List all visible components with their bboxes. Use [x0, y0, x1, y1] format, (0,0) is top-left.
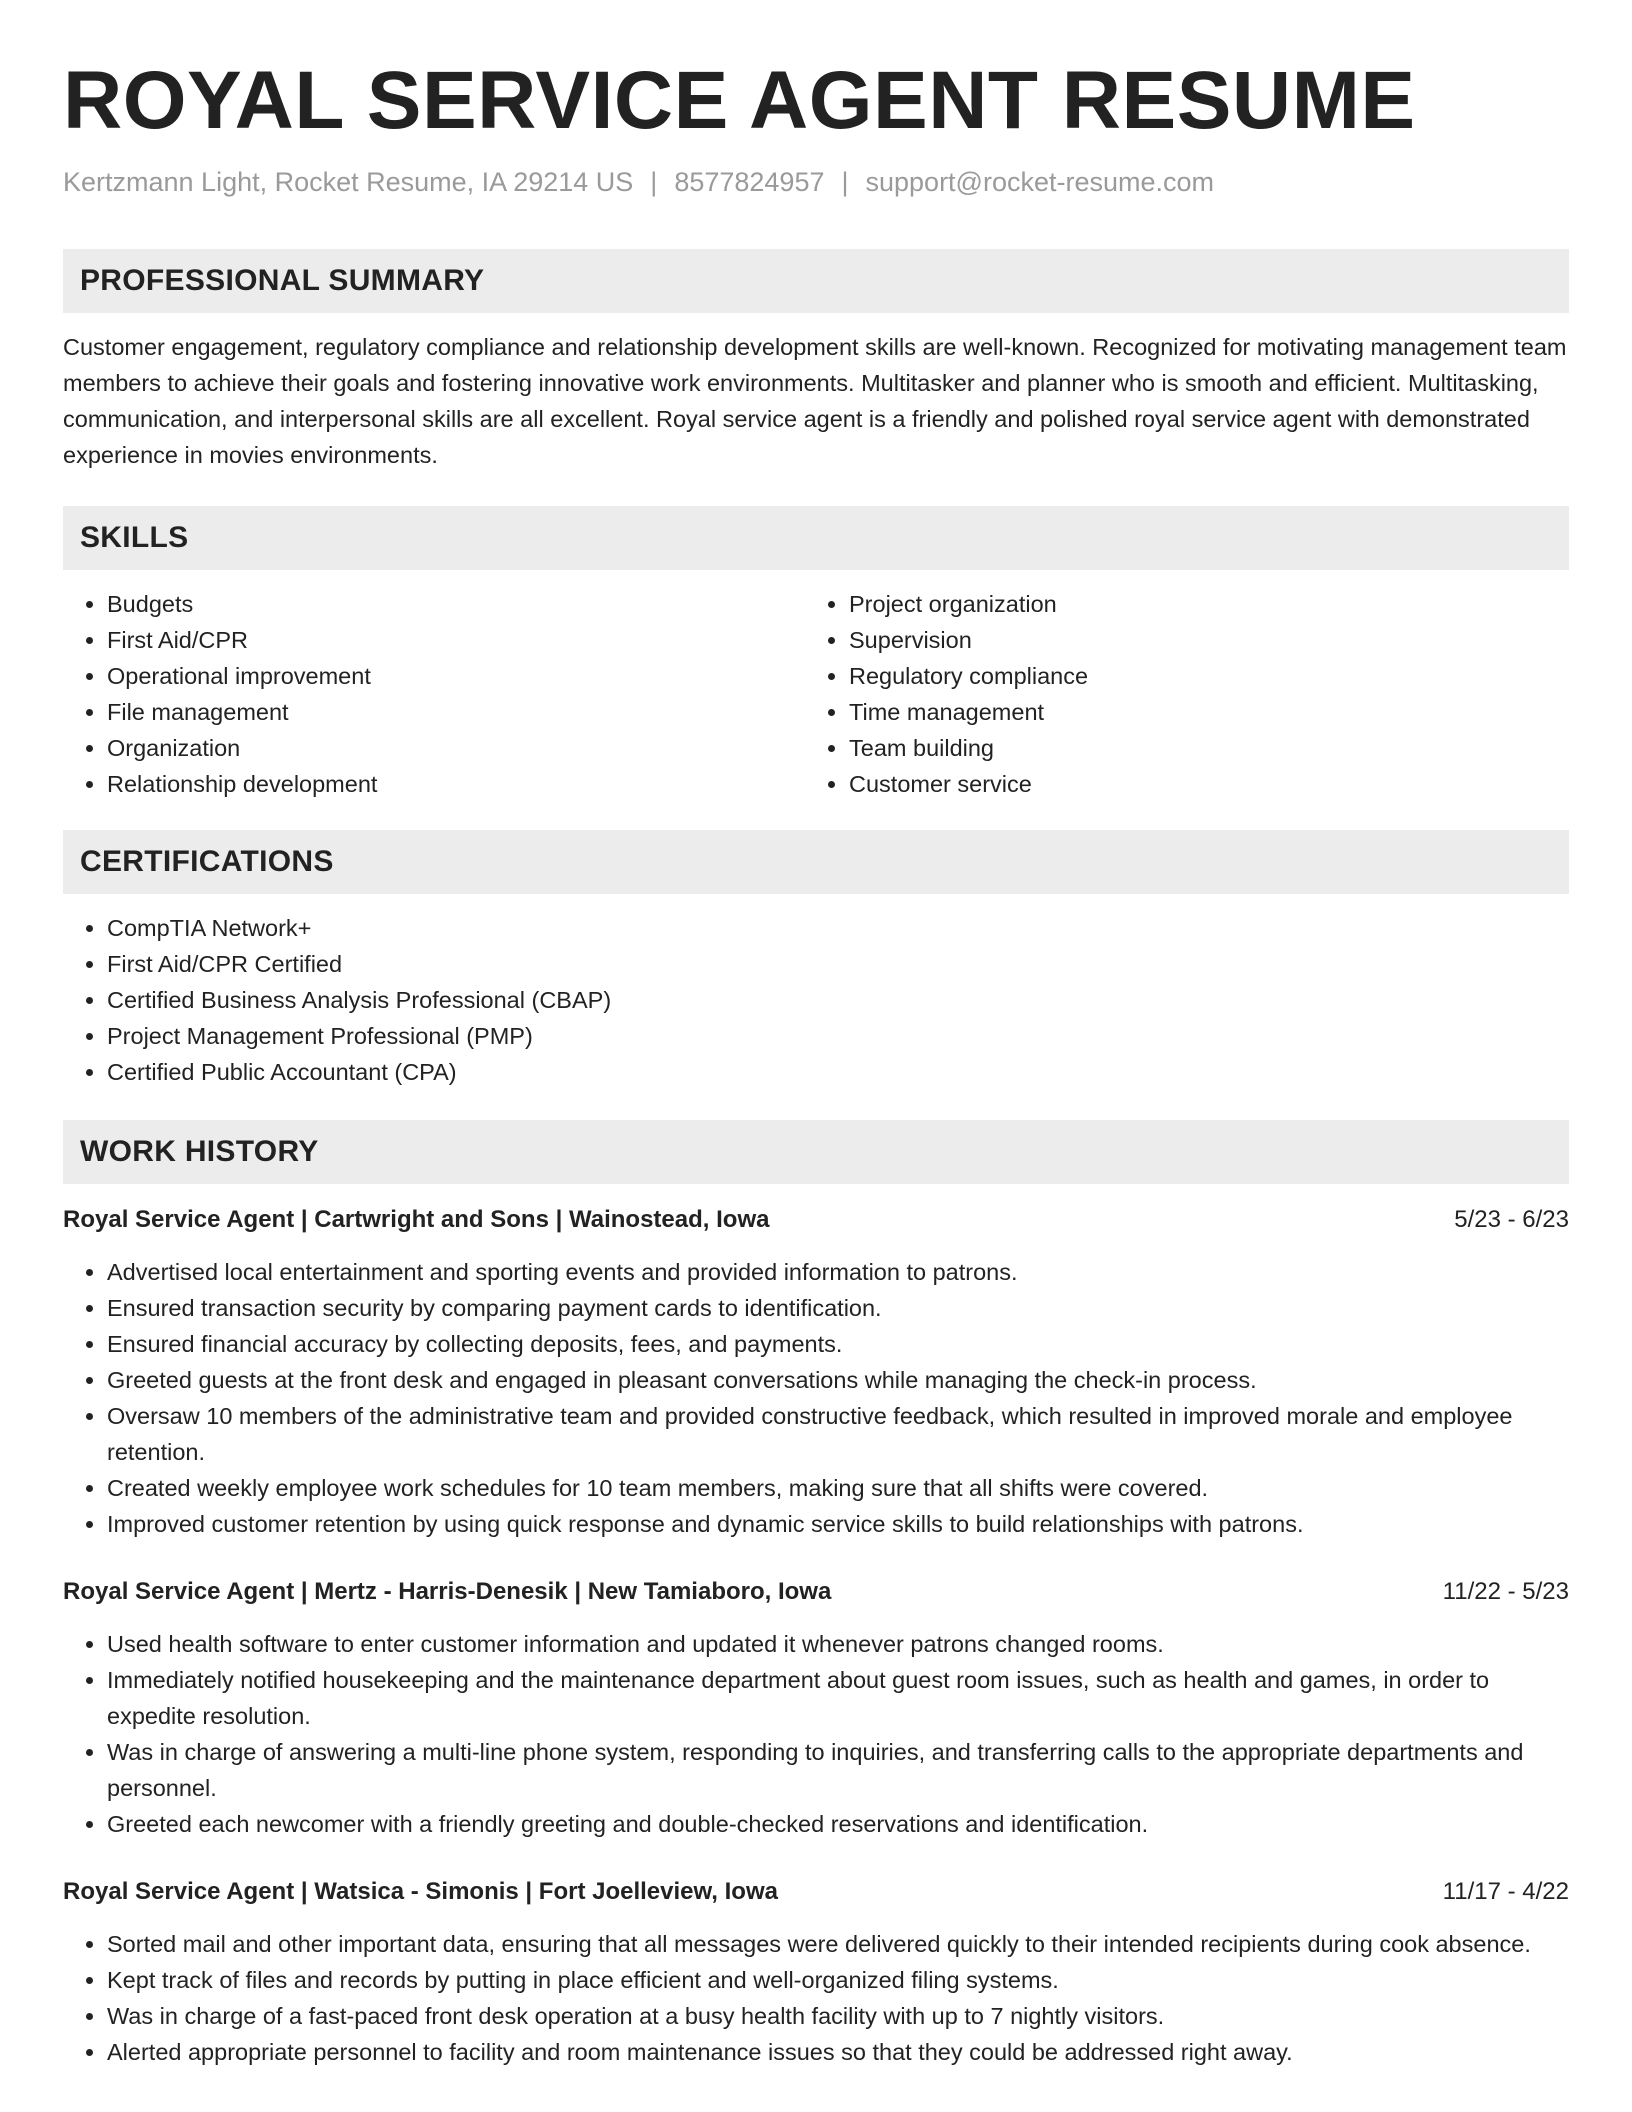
section-header-summary: PROFESSIONAL SUMMARY [63, 249, 1569, 313]
job-bullet: • Alerted appropriate personnel to facility and room maintenance issues so that they could be addressed right away. [107, 2034, 1569, 2070]
certifications-list [63, 910, 1569, 1090]
certification-item: • Certified Public Accountant (CPA) [107, 1054, 1569, 1090]
job-bullet: • Immediately notified housekeeping and the maintenance department about guest room issues, such as health and games, in order to expedite resolution. [107, 1662, 1569, 1734]
job-entry [63, 1204, 1569, 1542]
certification-item: • First Aid/CPR Certified [107, 946, 1569, 982]
job-bullet: • Was in charge of answering a multi-line phone system, responding to inquiries, and transferring calls to the appropriate departments and personnel. [107, 1734, 1569, 1806]
job-bullet: • Ensured financial accuracy by collecting deposits, fees, and payments. [107, 1326, 1569, 1362]
job-title: Royal Service Agent | Mertz - Harris-Denesik | New Tamiaboro, Iowa [63, 1577, 832, 1605]
summary-text: Customer engagement, regulatory compliance and relationship development skills are well-known. Recognized for motivating management team members to achieve their goals and fostering innovative work environments. Multitasker and planner who is smooth and efficient. Multitasking, communication, and interpersonal skills are all excellent. Royal service agent is a friendly and polished royal service agent with demonstrated experience in movies environments. [63, 333, 1567, 468]
skills-list-right [805, 586, 1547, 802]
job-bullet: • Oversaw 10 members of the administrative team and provided constructive feedback, which resulted in improved morale and employee retention. [107, 1398, 1569, 1470]
job-dates: 5/23 - 6/23 [1454, 1205, 1569, 1233]
job-bullet: • Sorted mail and other important data, ensuring that all messages were delivered quickly to their intended recipients during cook absence. [107, 1926, 1569, 1962]
skill-item: • Regulatory compliance [849, 658, 1547, 694]
job-header [63, 1876, 1569, 1908]
job-title: Royal Service Agent | Watsica - Simonis | Fort Joelleview, Iowa [63, 1877, 778, 1905]
contact-separator: | [650, 167, 658, 198]
job-bullet: • Kept track of files and records by putting in place efficient and well-organized filing systems. [107, 1962, 1569, 1998]
skill-item: • Relationship development [107, 766, 805, 802]
skill-item: • Team building [849, 730, 1547, 766]
section-header-work-history: WORK HISTORY [63, 1120, 1569, 1184]
skill-item: • Customer service [849, 766, 1547, 802]
skills-list-left [63, 586, 805, 802]
job-bullets [63, 1626, 1569, 1842]
job-header [63, 1576, 1569, 1608]
job-bullet: • Greeted guests at the front desk and engaged in pleasant conversations while managing the check-in process. [107, 1362, 1569, 1398]
certification-item: • Project Management Professional (PMP) [107, 1018, 1569, 1054]
skills-columns [63, 586, 1569, 802]
skill-item: • First Aid/CPR [107, 622, 805, 658]
skill-item: • Budgets [107, 586, 805, 622]
skill-item: • Time management [849, 694, 1547, 730]
skill-item: • Supervision [849, 622, 1547, 658]
job-entry [63, 1576, 1569, 1842]
certification-item: • CompTIA Network+ [107, 910, 1569, 946]
job-entry [63, 1876, 1569, 2070]
contact-separator: | [841, 167, 849, 198]
job-title: Royal Service Agent | Cartwright and Sons | Wainostead, Iowa [63, 1205, 770, 1233]
job-bullet: • Ensured transaction security by comparing payment cards to identification. [107, 1290, 1569, 1326]
job-bullet: • Improved customer retention by using quick response and dynamic service skills to build relationships with patrons. [107, 1506, 1569, 1542]
job-header [63, 1204, 1569, 1236]
section-header-skills: SKILLS [63, 506, 1569, 570]
skill-item: • Organization [107, 730, 805, 766]
contact-email: support@rocket-resume.com [865, 167, 1215, 198]
certification-item: • Certified Business Analysis Professional (CBAP) [107, 982, 1569, 1018]
job-bullets [63, 1254, 1569, 1542]
resume-title: ROYAL SERVICE AGENT RESUME [63, 55, 1416, 146]
job-bullet: • Was in charge of a fast-paced front desk operation at a busy health facility with up to 7 nightly visitors. [107, 1998, 1569, 2034]
job-bullet: • Used health software to enter customer information and updated it whenever patrons changed rooms. [107, 1626, 1569, 1662]
skill-item: • File management [107, 694, 805, 730]
job-dates: 11/17 - 4/22 [1442, 1877, 1569, 1905]
skill-item: • Project organization [849, 586, 1547, 622]
job-bullet: • Advertised local entertainment and sporting events and provided information to patrons. [107, 1254, 1569, 1290]
job-dates: 11/22 - 5/23 [1442, 1577, 1569, 1605]
contact-phone: 8577824957 [674, 167, 825, 198]
contact-address: Kertzmann Light, Rocket Resume, IA 29214 US [63, 167, 634, 198]
contact-line [63, 166, 1569, 198]
job-bullet: • Greeted each newcomer with a friendly greeting and double-checked reservations and identification. [107, 1806, 1569, 1842]
job-bullets [63, 1926, 1569, 2070]
section-header-certifications: CERTIFICATIONS [63, 830, 1569, 894]
skill-item: • Operational improvement [107, 658, 805, 694]
job-bullet: • Created weekly employee work schedules for 10 team members, making sure that all shifts were covered. [107, 1470, 1569, 1506]
